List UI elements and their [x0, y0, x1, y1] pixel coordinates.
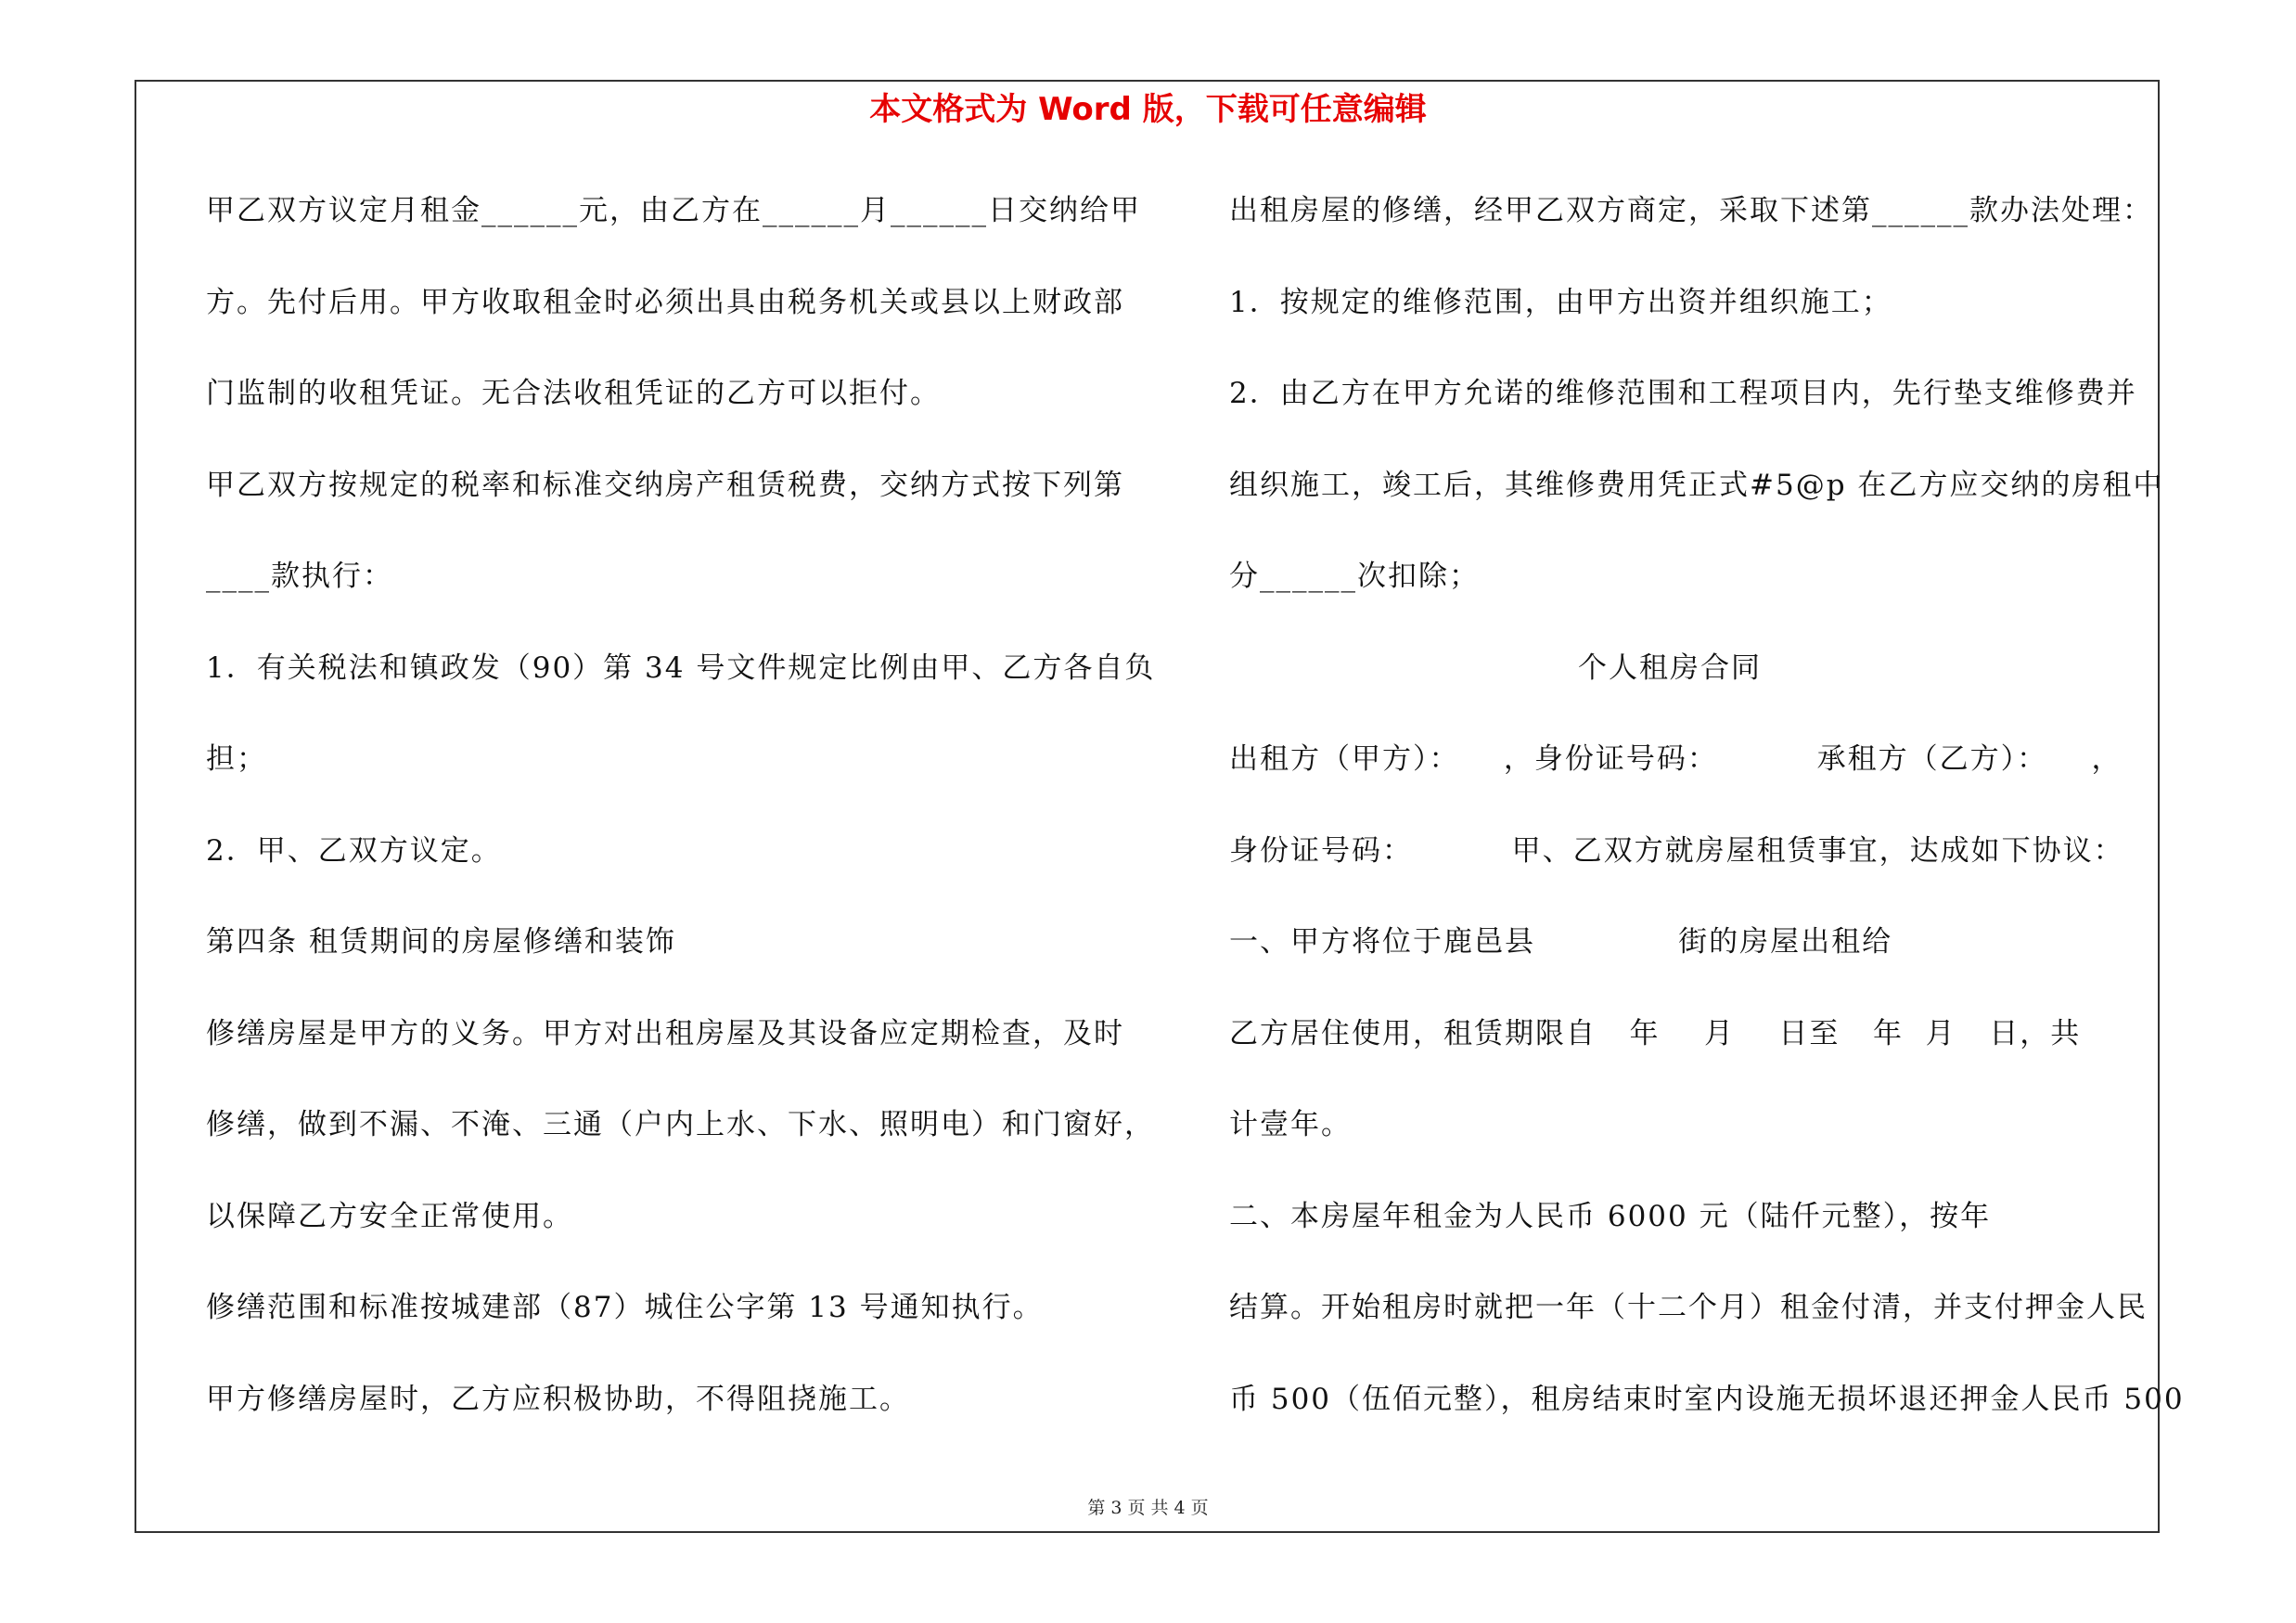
right-line-13: 结算。开始租房时就把一年（十二个月）租金付清，并支付押金人民 [1229, 1291, 2148, 1324]
right-line-3: 2．由乙方在甲方允诺的维修范围和工程项目内，先行垫支维修费并 [1229, 377, 2137, 410]
left-text-column [206, 184, 1156, 1463]
left-line-7: 担； [206, 742, 267, 776]
left-line-6: 1．有关税法和镇政发（90）第 34 号文件规定比例由甲、乙方各自负 [206, 650, 1156, 685]
left-line-2: 方。先付后用。甲方收取租金时必须出具由税务机关或县以上财政部 [206, 285, 1124, 319]
left-line-11: 修缮，做到不漏、不淹、三通（户内上水、下水、照明电）和门窗好， [206, 1108, 1155, 1141]
contract-title: 个人租房合同 [1578, 650, 1762, 685]
left-line-8: 2．甲、乙双方议定。 [206, 833, 502, 868]
section-heading-article-4: 第四条 租赁期间的房屋修缮和装饰 [206, 925, 676, 959]
right-line-7: 出租方（甲方）： ，身份证号码： 承租方（乙方）： ， [1229, 742, 2123, 776]
left-line-5: ____款执行： [206, 560, 393, 593]
left-line-10: 修缮房屋是甲方的义务。甲方对出租房屋及其设备应定期检查，及时 [206, 1016, 1124, 1050]
right-line-5: 分______次扣除； [1229, 560, 1480, 593]
left-line-1: 甲乙双方议定月租金______元，由乙方在______月______日交纳给甲 [206, 194, 1141, 227]
left-line-12: 以保障乙方安全正常使用。 [206, 1199, 573, 1233]
document-header-title: 本文格式为 Word 版，下载可任意编辑 [869, 91, 1427, 128]
right-line-4: 组织施工，竣工后，其维修费用凭正式#5@p 在乙方应交纳的房租中 [1229, 468, 2164, 502]
right-line-11: 计壹年。 [1229, 1108, 1352, 1141]
right-line-2: 1．按规定的维修范围，由甲方出资并组织施工； [1229, 285, 1892, 319]
right-line-1: 出租房屋的修缮，经甲乙双方商定，采取下述第______款办法处理： [1229, 194, 2153, 227]
right-line-9: 一、甲方将位于鹿邑县 街的房屋出租给 [1229, 925, 1893, 959]
right-text-column [1229, 184, 2185, 1463]
right-line-14: 币 500（伍佰元整），租房结束时室内设施无损坏退还押金人民币 500 [1229, 1382, 2185, 1416]
left-line-4: 甲乙双方按规定的税率和标准交纳房产租赁税费，交纳方式按下列第 [206, 468, 1124, 502]
right-line-10: 乙方居住使用，租赁期限自 年 月 日至 年 月 日，共 [1229, 1016, 2082, 1050]
left-line-13: 修缮范围和标准按城建部（87）城住公字第 13 号通知执行。 [206, 1291, 1044, 1324]
left-line-3: 门监制的收租凭证。无合法收租凭证的乙方可以拒付。 [206, 377, 941, 410]
right-line-12: 二、本房屋年租金为人民币 6000 元（陆仟元整），按年 [1229, 1199, 1992, 1233]
left-line-14: 甲方修缮房屋时，乙方应积极协助，不得阻挠施工。 [206, 1382, 910, 1416]
right-line-8: 身份证号码： 甲、乙双方就房屋租赁事宜，达成如下协议： [1229, 833, 2124, 868]
page-number-footer: 第 3 页 共 4 页 [1087, 1498, 1209, 1518]
